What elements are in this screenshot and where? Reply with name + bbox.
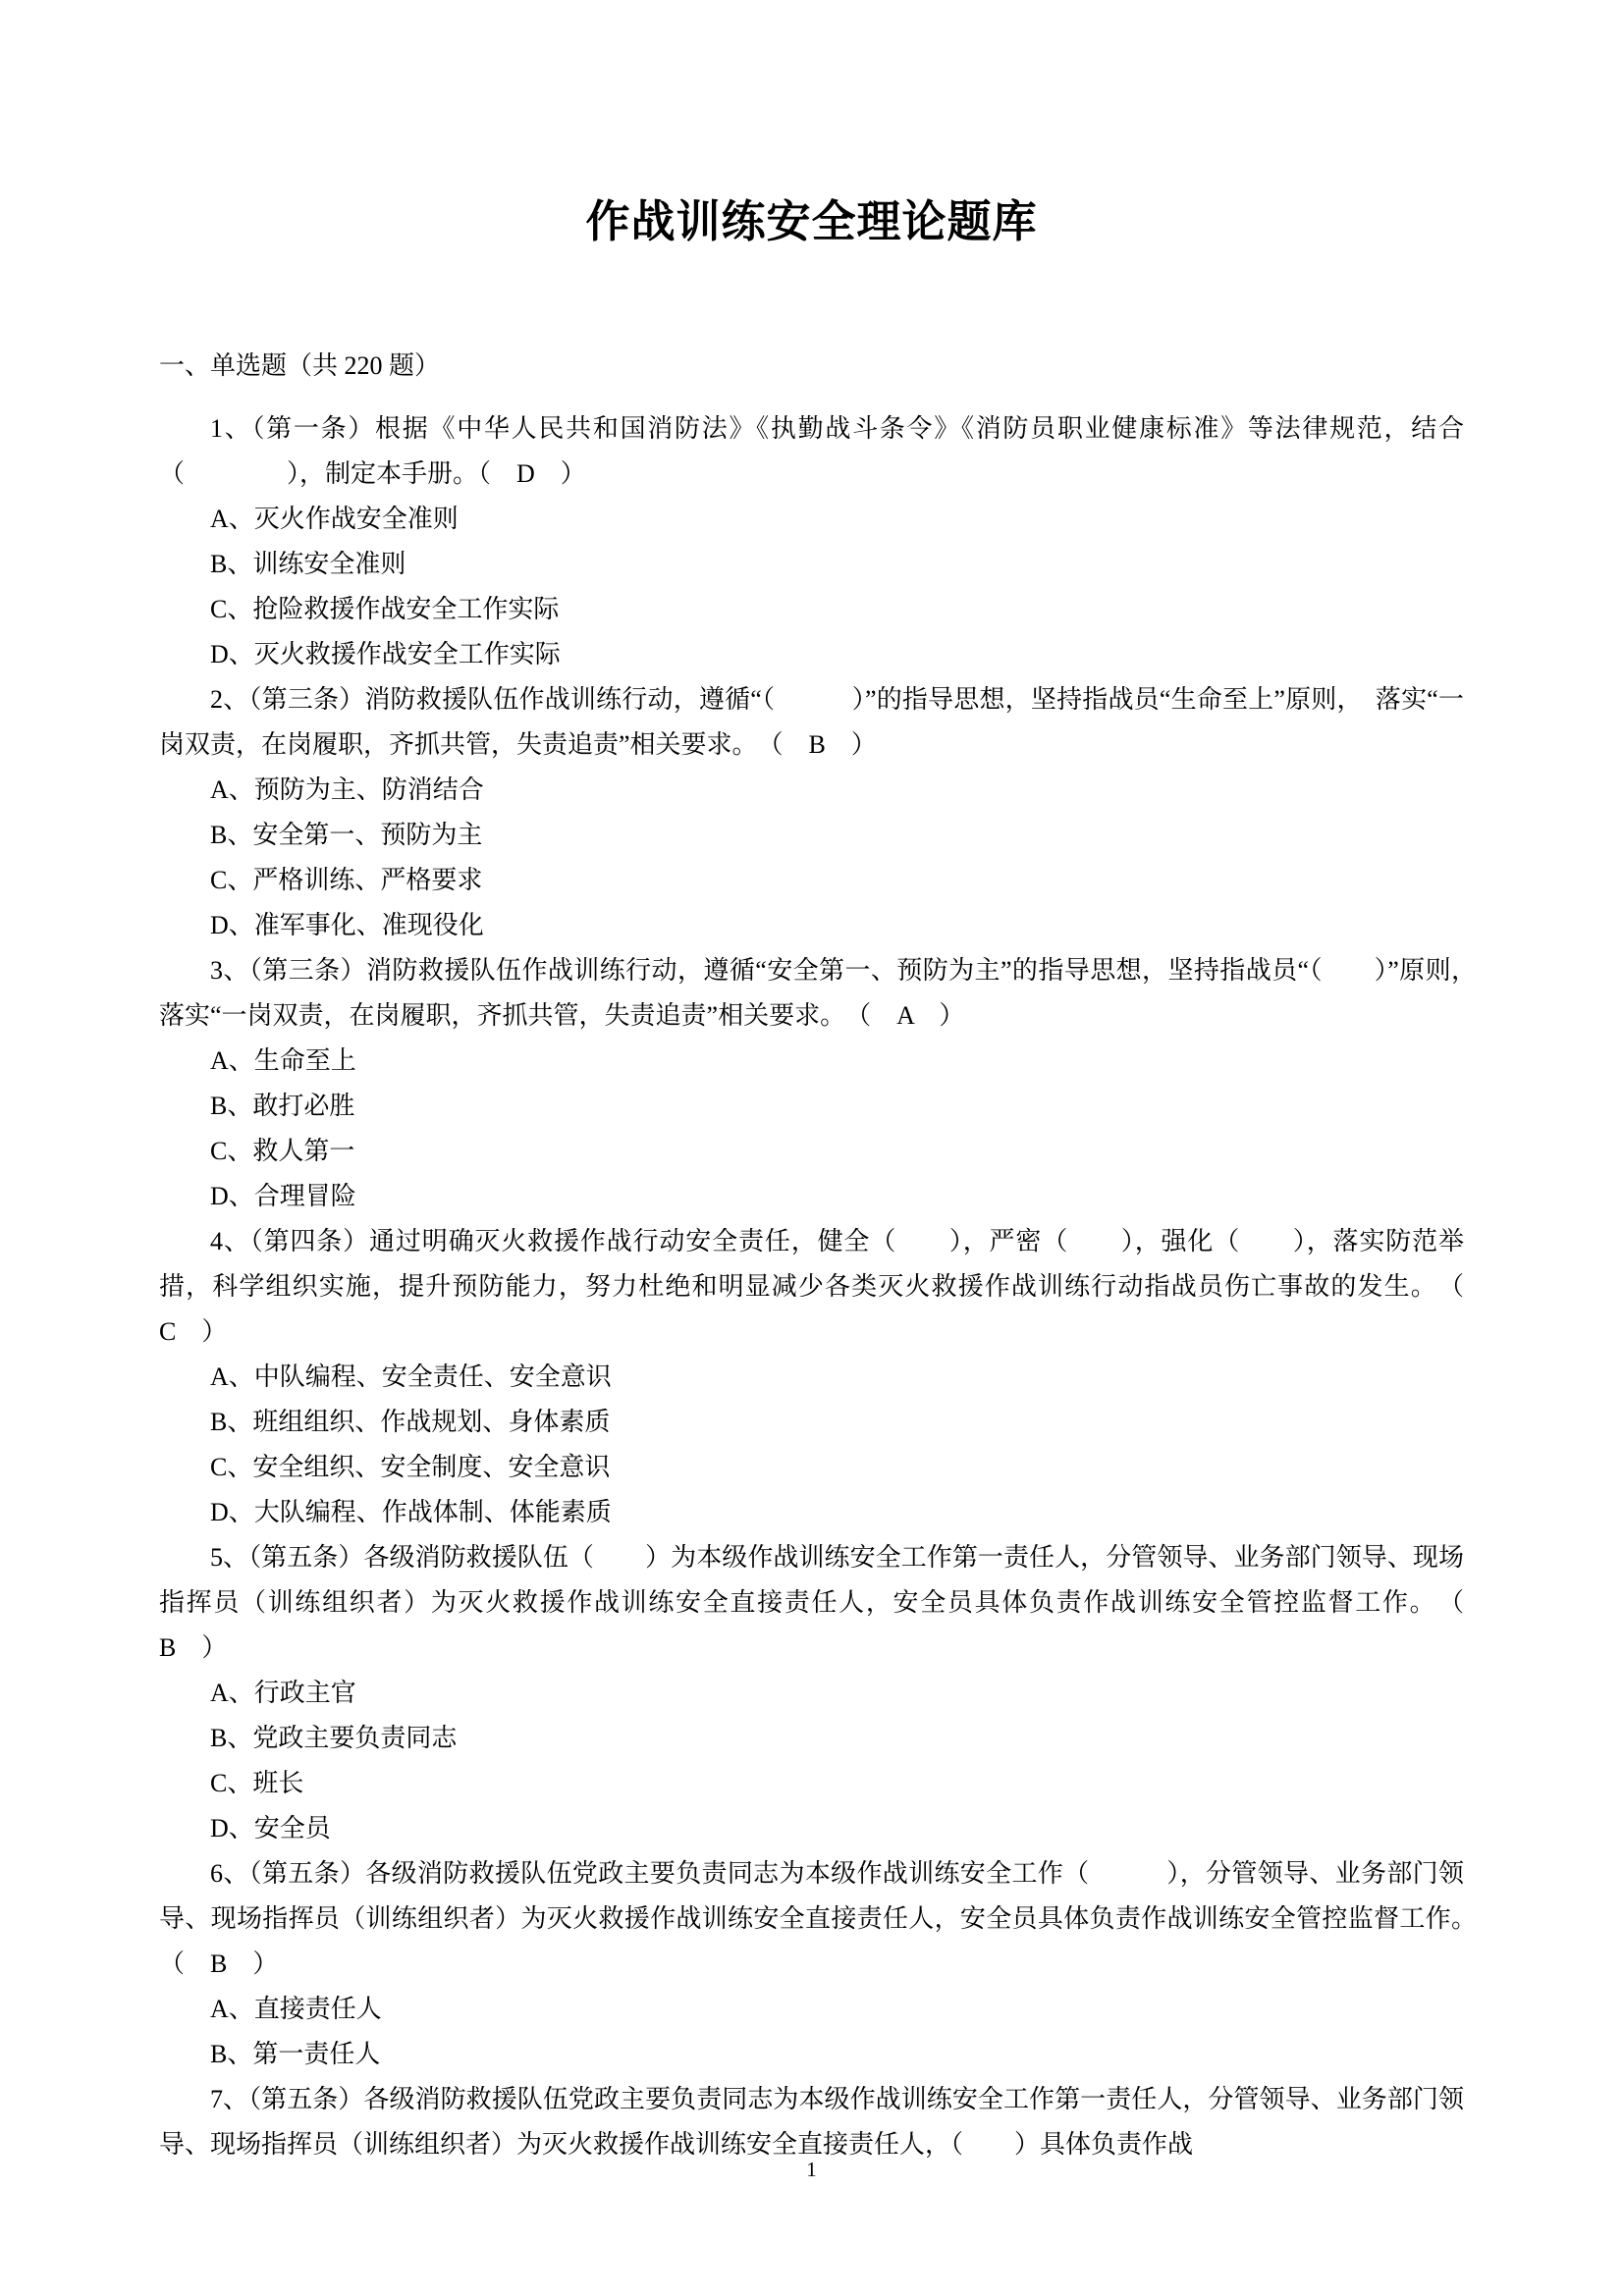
question-item	[159, 2077, 1464, 2167]
question-text: 2、（第三条）消防救援队伍作战训练行动，遵循“（ ）”的指导思想，坚持指战员“生命至上”原则， 落实“一岗双责，在岗履职，齐抓共管，失责追责”相关要求。 （ B ）	[159, 685, 1464, 760]
question-option: B、第一责任人	[210, 2040, 381, 2069]
question-options	[159, 497, 1464, 677]
question-text: 7、（第五条）各级消防救援队伍党政主要负责同志为本级作战训练安全工作第一责任人，分管领导、业务部门领导、现场指挥员（训练组织者）为灭火救援作战训练安全直接责任人，（ ）具体负责作战	[159, 2085, 1464, 2160]
question-item	[159, 1219, 1490, 1535]
question-options	[159, 1987, 1464, 2077]
question-text: 5、（第五条）各级消防救援队伍（ ）为本级作战训练安全工作第一责任人，分管领导、业务部门领导、现场指挥员（训练组织者）为灭火救援作战训练安全直接责任人，安全员具体负责作战训练安全管控监督工作。 （ B ）	[159, 1543, 1490, 1663]
question-option: D、合理冒险	[210, 1182, 356, 1211]
question-option: A、灭火作战安全准则	[210, 505, 459, 534]
document-title: 作战训练安全理论题库	[585, 197, 1038, 246]
question-options	[159, 1355, 1464, 1535]
page-number-footer: 1	[806, 2158, 817, 2181]
question-option: C、救人第一	[210, 1137, 355, 1166]
question-item	[159, 1535, 1490, 1851]
question-option: B、党政主要负责同志	[210, 1724, 458, 1753]
question-item	[159, 406, 1464, 677]
question-item	[159, 677, 1464, 948]
question-options	[159, 768, 1464, 948]
question-options	[159, 1671, 1464, 1851]
question-option: A、生命至上	[210, 1046, 356, 1076]
question-option: B、安全第一、预防为主	[210, 821, 483, 850]
question-option: C、抢险救援作战安全工作实际	[210, 595, 560, 624]
question-text: 4、（第四条）通过明确灭火救援作战行动安全责任，健全（ ），严密（ ），强化（ ），落实防范举措，科学组织实施，提升预防能力，努力杜绝和明显减少各类灭火救援作战训练行动指战员伤亡事故的发生。 （ C ）	[159, 1227, 1490, 1347]
question-item	[159, 948, 1490, 1219]
question-item	[159, 1851, 1490, 2077]
question-option: D、准军事化、准现役化	[210, 911, 484, 940]
question-option: D、安全员	[210, 1814, 331, 1843]
document-body	[159, 344, 1490, 2167]
section-heading: 一、单选题（共 220 题）	[159, 351, 441, 381]
question-option: A、行政主官	[210, 1679, 356, 1708]
question-text: 6、（第五条）各级消防救援队伍党政主要负责同志为本级作战训练安全工作（ ），分管领导、业务部门领导、现场指挥员（训练组织者）为灭火救援作战训练安全直接责任人，安全员具体负责作战训练安全管控监督工作。 （ B ）	[159, 1859, 1490, 1979]
question-option: C、班长	[210, 1769, 304, 1798]
question-option: D、大队编程、作战体制、体能素质	[210, 1498, 612, 1527]
question-option: C、安全组织、安全制度、安全意识	[210, 1453, 611, 1482]
question-option: A、中队编程、安全责任、安全意识	[210, 1362, 612, 1392]
question-text: 3、（第三条）消防救援队伍作战训练行动，遵循“安全第一、预防为主”的指导思想，坚持指战员“（ ）”原则， 落实“一岗双责，在岗履职，齐抓共管，失责追责”相关要求。 （ A ）	[159, 956, 1490, 1031]
question-list	[159, 406, 1490, 2167]
question-options	[159, 1039, 1464, 1219]
question-option: C、严格训练、严格要求	[210, 866, 483, 895]
question-option: B、敢打必胜	[210, 1092, 355, 1121]
question-option: B、训练安全准则	[210, 550, 406, 579]
question-option: A、直接责任人	[210, 1995, 382, 2024]
question-text: 1、（第一条）根据《中华人民共和国消防法》《执勤战斗条令》《消防员职业健康标准》等法律规范，结合（ ），制定本手册。（ D ）	[159, 414, 1464, 489]
question-option: D、灭火救援作战安全工作实际	[210, 640, 561, 669]
question-option: B、班组组织、作战规划、身体素质	[210, 1408, 611, 1437]
question-option: A、预防为主、防消结合	[210, 775, 484, 805]
